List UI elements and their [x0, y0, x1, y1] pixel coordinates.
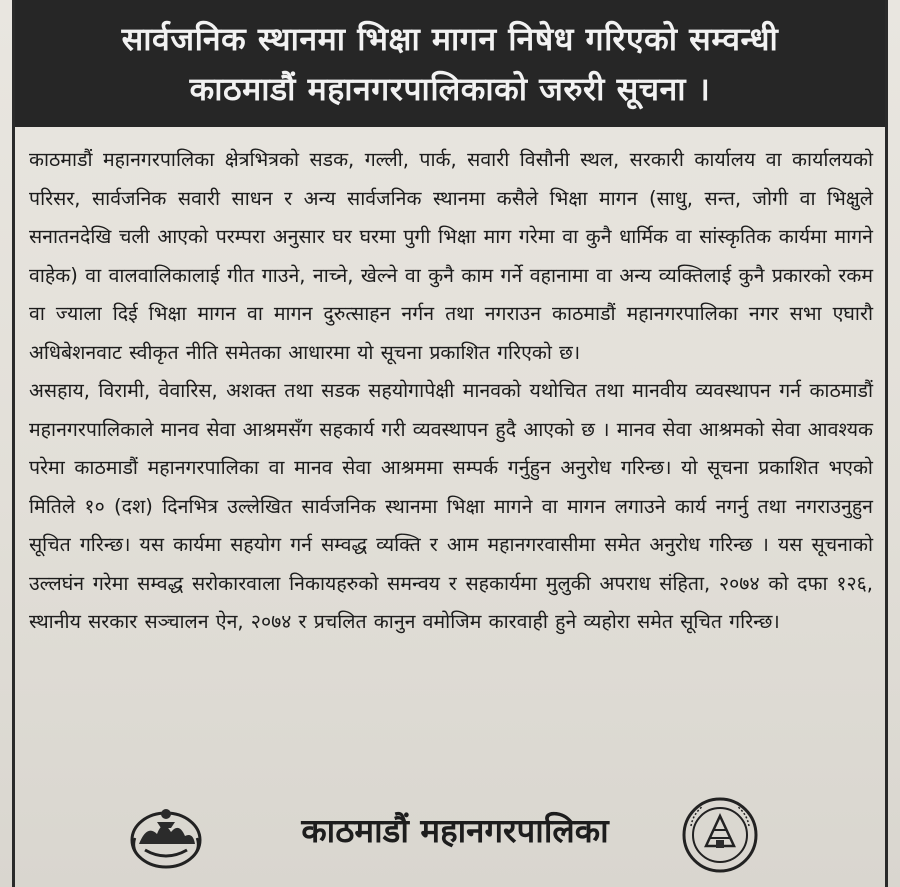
- public-notice: [12, 0, 888, 887]
- signature-kathmandu-metropolitan-city: काठमाडौं महानगरपालिका: [301, 811, 609, 850]
- nepal-government-emblem-icon: [127, 804, 205, 870]
- kathmandu-metropolitan-seal-icon: [681, 796, 759, 874]
- notice-paragraph-2: असहाय, विरामी, वेवारिस, अशक्त तथा सडक सहयोगापेक्षी मानवको यथोचित तथा मानवीय व्यवस्थापन गर्न काठमाडौं महानगरपालिकाले मानव सेवा आश्रमसँग सहकार्य गरी व्यवस्थापन हुदै आएको छ । मानव सेवा आश्रमको सेवा आवश्यक परेमा काठमाडौं महानगरपालिका वा मानव सेवा आश्रममा सम्पर्क गर्नुहुन अनुरोध गरिन्छ। यो सूचना प्रकाशित भएको मितिले १० (दश) दिनभित्र उल्लेखित सार्वजनिक स्थानमा भिक्षा मागने वा मागन लगाउने कार्य नगर्नु तथा नगराउनुहुन सूचित गरिन्छ। यस कार्यमा सहयोग गर्न सम्वद्ध व्यक्ति र आम महानगरवासीमा समेत अनुरोध गरिन्छ । यस सूचनाको उल्लघंन गरेमा सम्वद्ध सरोकारवाला निकायहरुको समन्वय र सहकार्यमा मुलुकी अपराध संहिता, २०७४ को दफा १२६, स्थानीय सरकार सञ्चालन ऐन, २०७४ र प्रचलित कानुन वमोजिम कारवाही हुने व्यहोरा समेत सूचित गरिन्छ।: [29, 379, 873, 633]
- notice-title-line-1: सार्वजनिक स्थानमा भिक्षा मागन निषेध गरिएको सम्वन्धी: [121, 20, 779, 58]
- notice-header: [15, 0, 885, 127]
- notice-body: [15, 127, 885, 642]
- notice-title-line-2: काठमाडौं महानगरपालिकाको जरुरी सूचना ।: [189, 70, 711, 108]
- notice-footer: [15, 790, 885, 887]
- notice-paragraph-1: काठमाडौं महानगरपालिका क्षेत्रभित्रको सडक, गल्ली, पार्क, सवारी विसौनी स्थल, सरकारी कार्यालय वा कार्यालयको परिसर, सार्वजनिक सवारी साधन र अन्य सार्वजनिक स्थानमा कसैले भिक्षा मागन (साधु, सन्त, जोगी वा भिक्षुले सनातनदेखि चली आएको परम्परा अनुसार घर घरमा पुगी भिक्षा माग गरेमा वा कुनै धार्मिक वा सांस्कृतिक कार्यमा मागने वाहेक) वा वालवालिकालाई गीत गाउने, नाच्ने, खेल्ने वा कुनै काम गर्ने वहानामा वा अन्य व्यक्तिलाई कुनै प्रकारको रकम वा ज्याला दिई भिक्षा मागन वा मागन दुरुत्साहन नर्गन तथा नगराउन काठमाडौं महानगरपालिका नगर सभा एघारौ अधिबेशनवाट स्वीकृत नीति समेतका आधारमा यो सूचना प्रकाशित गरिएको छ।: [29, 148, 873, 364]
